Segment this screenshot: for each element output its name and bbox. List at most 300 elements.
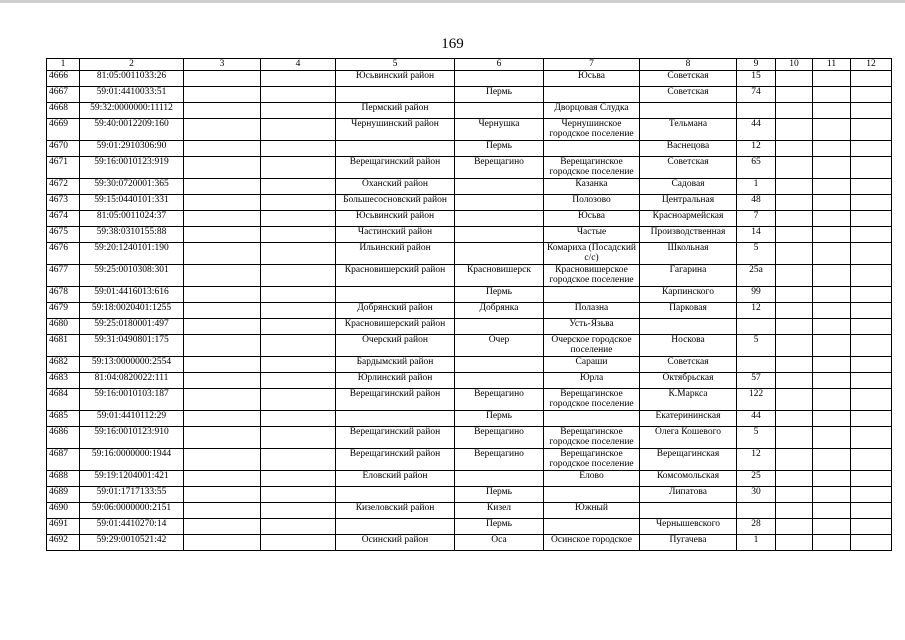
cadastral-number: 59:16:0000000:1944 [80,449,184,471]
record-number: 4677 [47,265,80,287]
cell-col12 [851,87,892,103]
settlement-cell [544,141,640,157]
record-number: 4680 [47,319,80,335]
cell-col12 [851,519,892,535]
cell-col11 [813,87,851,103]
cell-col4 [261,335,336,357]
cell-col10 [776,503,813,519]
column-header: 7 [544,59,640,71]
house-cell: 48 [737,195,776,211]
table-row [47,519,892,535]
city-cell [455,243,544,265]
table-row [47,141,892,157]
district-cell: Юрлинский район [336,373,455,389]
settlement-cell: Верещагинское городское поселение [544,389,640,411]
cell-col10 [776,103,813,119]
settlement-cell: Елово [544,471,640,487]
city-cell: Красновишерск [455,265,544,287]
cell-col3 [184,141,261,157]
settlement-cell: Очерское городское поселение [544,335,640,357]
column-header: 9 [737,59,776,71]
district-cell: Юсьвинский район [336,71,455,87]
district-cell: Большесосновский район [336,195,455,211]
district-cell [336,87,455,103]
cell-col3 [184,319,261,335]
cell-col11 [813,373,851,389]
cadastral-number: 59:18:0020401:1255 [80,303,184,319]
district-cell: Юсьвинский район [336,211,455,227]
cell-col4 [261,303,336,319]
cell-col3 [184,243,261,265]
record-number: 4673 [47,195,80,211]
table-row [47,449,892,471]
settlement-cell [544,487,640,503]
cell-col12 [851,357,892,373]
cadastral-number: 59:16:0010123:919 [80,157,184,179]
cell-col10 [776,119,813,141]
cell-col12 [851,373,892,389]
cell-col11 [813,471,851,487]
district-cell: Бардымский район [336,357,455,373]
settlement-cell: Дворцовая Слудка [544,103,640,119]
record-number: 4678 [47,287,80,303]
district-cell [336,287,455,303]
cell-col12 [851,411,892,427]
cell-col4 [261,503,336,519]
cell-col12 [851,211,892,227]
district-cell [336,487,455,503]
house-cell: 1 [737,179,776,195]
house-cell: 30 [737,487,776,503]
record-number: 4682 [47,357,80,373]
record-number: 4679 [47,303,80,319]
record-number: 4681 [47,335,80,357]
district-cell: Красновишерский район [336,319,455,335]
record-number: 4684 [47,389,80,411]
cadastral-number: 59:31:0490801:175 [80,335,184,357]
record-number: 4672 [47,179,80,195]
record-number: 4688 [47,471,80,487]
cell-col10 [776,287,813,303]
district-cell: Оханский район [336,179,455,195]
cell-col4 [261,519,336,535]
cadastral-number: 59:30:0720001:365 [80,179,184,195]
cell-col4 [261,389,336,411]
cadastral-number: 59:01:2910306:90 [80,141,184,157]
house-cell: 5 [737,243,776,265]
street-cell: Красноармейская [640,211,737,227]
cell-col3 [184,157,261,179]
cell-col12 [851,389,892,411]
record-number: 4685 [47,411,80,427]
column-header: 10 [776,59,813,71]
table-row [47,335,892,357]
street-cell: Олега Кошевого [640,427,737,449]
cell-col12 [851,471,892,487]
column-header: 2 [80,59,184,71]
city-cell: Верещагино [455,157,544,179]
cell-col4 [261,157,336,179]
cadastral-number: 59:29:0010521:42 [80,535,184,551]
cell-col3 [184,87,261,103]
table-row [47,195,892,211]
cell-col11 [813,287,851,303]
cell-col11 [813,335,851,357]
cell-col12 [851,335,892,357]
cell-col10 [776,411,813,427]
settlement-cell: Комариха (Посадский с/с) [544,243,640,265]
city-cell: Очер [455,335,544,357]
city-cell [455,373,544,389]
table-row [47,389,892,411]
house-cell: 15 [737,71,776,87]
table-row [47,427,892,449]
header-row [47,59,892,71]
cell-col4 [261,87,336,103]
cell-col3 [184,119,261,141]
settlement-cell: Сараши [544,357,640,373]
page-number: 169 [441,36,464,52]
cell-col4 [261,179,336,195]
cell-col11 [813,411,851,427]
cell-col3 [184,373,261,389]
cell-col12 [851,119,892,141]
street-cell: Комсомольская [640,471,737,487]
cell-col3 [184,471,261,487]
cell-col4 [261,265,336,287]
house-cell: 7 [737,211,776,227]
record-number: 4691 [47,519,80,535]
cell-col12 [851,243,892,265]
city-cell: Кизел [455,503,544,519]
settlement-cell: Красновишерское городское поселение [544,265,640,287]
cell-col3 [184,357,261,373]
table-body [47,71,892,551]
district-cell: Верещагинский район [336,157,455,179]
cell-col4 [261,411,336,427]
cell-col12 [851,319,892,335]
district-cell: Осинский район [336,535,455,551]
street-cell: Чернышевского [640,519,737,535]
cell-col3 [184,179,261,195]
cell-col4 [261,449,336,471]
house-cell [737,357,776,373]
street-cell [640,319,737,335]
city-cell [455,103,544,119]
record-number: 4689 [47,487,80,503]
registry-table [46,58,892,551]
cell-col11 [813,265,851,287]
cell-col11 [813,303,851,319]
settlement-cell [544,519,640,535]
cell-col3 [184,265,261,287]
settlement-cell: Полазна [544,303,640,319]
city-cell [455,179,544,195]
house-cell: 44 [737,411,776,427]
cell-col11 [813,141,851,157]
table-row [47,373,892,389]
table-row [47,211,892,227]
city-cell: Оса [455,535,544,551]
table-row [47,265,892,287]
cell-col3 [184,427,261,449]
cell-col4 [261,487,336,503]
cadastral-number: 81:05:0011024:37 [80,211,184,227]
street-cell [640,503,737,519]
cadastral-number: 59:40:0012209:160 [80,119,184,141]
street-cell: Пугачева [640,535,737,551]
street-cell: Садовая [640,179,737,195]
table-row [47,471,892,487]
settlement-cell: Частые [544,227,640,243]
cell-col4 [261,195,336,211]
house-cell: 1 [737,535,776,551]
column-header: 5 [336,59,455,71]
cell-col4 [261,471,336,487]
table-row [47,243,892,265]
cell-col12 [851,487,892,503]
table-row [47,535,892,551]
cell-col10 [776,243,813,265]
record-number: 4676 [47,243,80,265]
cell-col11 [813,71,851,87]
street-cell: Тельмана [640,119,737,141]
city-cell: Чернушка [455,119,544,141]
house-cell: 5 [737,335,776,357]
cell-col12 [851,179,892,195]
cell-col11 [813,103,851,119]
cell-col10 [776,157,813,179]
house-cell: 25а [737,265,776,287]
record-number: 4670 [47,141,80,157]
cell-col12 [851,503,892,519]
district-cell: Пермский район [336,103,455,119]
street-cell: Советская [640,357,737,373]
table-row [47,103,892,119]
cell-col10 [776,519,813,535]
cell-col10 [776,211,813,227]
cell-col11 [813,243,851,265]
cell-col10 [776,71,813,87]
cell-col4 [261,71,336,87]
district-cell: Чернушинский район [336,119,455,141]
table-row [47,303,892,319]
district-cell [336,411,455,427]
district-cell: Еловский район [336,471,455,487]
settlement-cell: Верещагинское городское поселение [544,427,640,449]
district-cell [336,141,455,157]
record-number: 4692 [47,535,80,551]
house-cell: 99 [737,287,776,303]
table-row [47,357,892,373]
cell-col10 [776,141,813,157]
cell-col3 [184,211,261,227]
table-row [47,227,892,243]
house-cell: 74 [737,87,776,103]
settlement-cell: Верещагинское городское поселение [544,449,640,471]
cell-col4 [261,227,336,243]
city-cell [455,319,544,335]
district-cell: Красновишерский район [336,265,455,287]
cell-col3 [184,195,261,211]
cadastral-number: 59:01:4416013:616 [80,287,184,303]
cadastral-number: 59:15:0440101:331 [80,195,184,211]
cell-col12 [851,157,892,179]
cell-col3 [184,71,261,87]
cell-col11 [813,519,851,535]
cell-col11 [813,195,851,211]
cell-col12 [851,195,892,211]
column-header: 11 [813,59,851,71]
cell-col10 [776,471,813,487]
city-cell: Пермь [455,411,544,427]
table-row [47,487,892,503]
cell-col11 [813,449,851,471]
cell-col11 [813,119,851,141]
record-number: 4669 [47,119,80,141]
street-cell: Липатова [640,487,737,503]
house-cell [737,503,776,519]
table-row [47,411,892,427]
cell-col4 [261,287,336,303]
table-row [47,87,892,103]
city-cell: Пермь [455,487,544,503]
cell-col10 [776,195,813,211]
cell-col4 [261,103,336,119]
table-row [47,71,892,87]
cell-col10 [776,535,813,551]
city-cell [455,211,544,227]
scan-top-edge [0,0,905,3]
cell-col12 [851,103,892,119]
cell-col3 [184,103,261,119]
settlement-cell: Чернушинское городское поселение [544,119,640,141]
settlement-cell: Осинское городское [544,535,640,551]
cell-col11 [813,503,851,519]
settlement-cell: Южный [544,503,640,519]
city-cell [455,71,544,87]
cell-col10 [776,449,813,471]
cell-col10 [776,389,813,411]
district-cell: Добрянский район [336,303,455,319]
street-cell: Школьная [640,243,737,265]
cadastral-number: 59:25:0010308:301 [80,265,184,287]
house-cell [737,103,776,119]
settlement-cell: Юсьва [544,211,640,227]
cell-col4 [261,535,336,551]
column-header: 8 [640,59,737,71]
city-cell: Верещагино [455,449,544,471]
city-cell: Пермь [455,287,544,303]
district-cell [336,519,455,535]
cell-col11 [813,357,851,373]
settlement-cell: Юрла [544,373,640,389]
table-row [47,503,892,519]
street-cell: Советская [640,71,737,87]
cell-col12 [851,265,892,287]
street-cell: Васнецова [640,141,737,157]
cell-col11 [813,427,851,449]
cell-col10 [776,87,813,103]
city-cell: Пермь [455,87,544,103]
street-cell: Советская [640,87,737,103]
cell-col3 [184,535,261,551]
cell-col3 [184,335,261,357]
cell-col4 [261,427,336,449]
cell-col10 [776,427,813,449]
cell-col10 [776,335,813,357]
street-cell: Гагарина [640,265,737,287]
settlement-cell: Юсьва [544,71,640,87]
cadastral-number: 59:01:4410270:14 [80,519,184,535]
cell-col12 [851,303,892,319]
column-header: 6 [455,59,544,71]
cell-col4 [261,357,336,373]
cell-col3 [184,519,261,535]
cell-col3 [184,227,261,243]
cell-col3 [184,389,261,411]
cell-col11 [813,227,851,243]
house-cell: 12 [737,141,776,157]
settlement-cell: Усть-Язьва [544,319,640,335]
house-cell: 122 [737,389,776,411]
cell-col10 [776,487,813,503]
cell-col10 [776,179,813,195]
district-cell: Кизеловский район [336,503,455,519]
table-row [47,287,892,303]
settlement-cell: Казанка [544,179,640,195]
street-cell: К.Маркса [640,389,737,411]
street-cell [640,103,737,119]
cell-col4 [261,141,336,157]
cadastral-number: 59:06:0000000:2151 [80,503,184,519]
cell-col12 [851,141,892,157]
city-cell [455,471,544,487]
settlement-cell [544,87,640,103]
district-cell: Ильинский район [336,243,455,265]
column-header: 4 [261,59,336,71]
cell-col12 [851,287,892,303]
house-cell: 14 [737,227,776,243]
street-cell: Советская [640,157,737,179]
table-row [47,119,892,141]
cell-col12 [851,227,892,243]
city-cell [455,227,544,243]
column-header: 12 [851,59,892,71]
cadastral-number: 59:16:0010103:187 [80,389,184,411]
house-cell: 5 [737,427,776,449]
street-cell: Карпинского [640,287,737,303]
city-cell: Пермь [455,519,544,535]
table-row [47,179,892,195]
settlement-cell: Верещагинское городское поселение [544,157,640,179]
cell-col10 [776,265,813,287]
cadastral-number: 59:38:0310155:88 [80,227,184,243]
cell-col10 [776,373,813,389]
district-cell: Частинский район [336,227,455,243]
cadastral-number: 81:05:0011033:26 [80,71,184,87]
cell-col12 [851,427,892,449]
cell-col4 [261,373,336,389]
cadastral-number: 59:01:1717133:55 [80,487,184,503]
city-cell [455,195,544,211]
record-number: 4675 [47,227,80,243]
record-number: 4690 [47,503,80,519]
table-row [47,319,892,335]
street-cell: Верещагинская [640,449,737,471]
street-cell: Екатерининская [640,411,737,427]
cadastral-number: 59:13:0000000:2554 [80,357,184,373]
